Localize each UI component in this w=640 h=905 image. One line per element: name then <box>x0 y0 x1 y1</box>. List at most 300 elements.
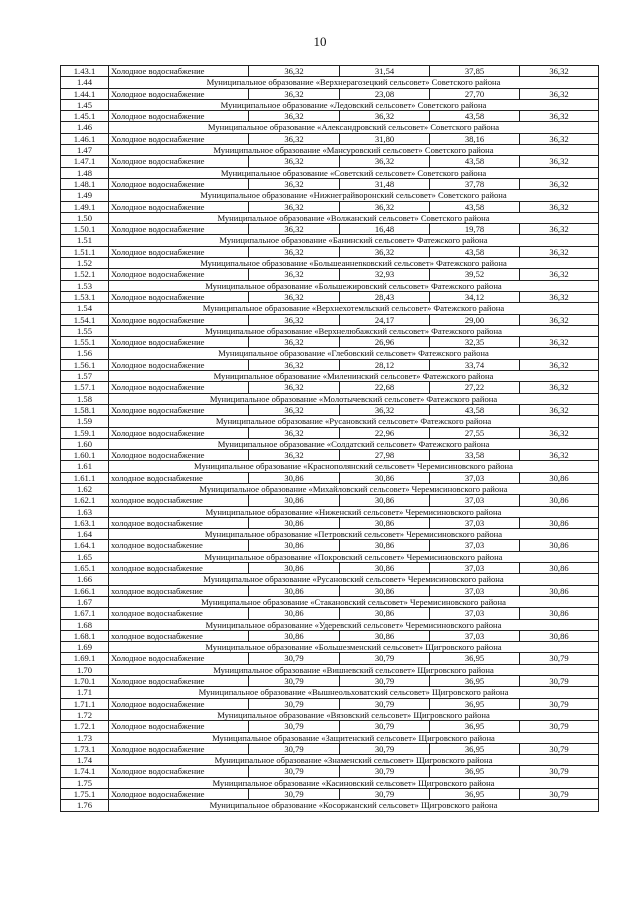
tariff-value-4: 36,32 <box>520 450 599 461</box>
municipality-header-row <box>61 416 599 427</box>
service-name: Холодное водоснабжение <box>109 337 249 348</box>
tariff-value-2: 30,86 <box>340 540 430 551</box>
tariff-row <box>61 721 599 732</box>
municipality-title: Муниципальное образование «Банинский сельсовет» Фатежского района <box>109 235 599 246</box>
service-name: Холодное водоснабжение <box>109 156 249 167</box>
municipality-title: Муниципальное образование «Краснополянский сельсовет» Черемисиновского района <box>109 461 599 472</box>
tariff-row <box>61 269 599 280</box>
tariff-value-1: 36,32 <box>249 111 340 122</box>
tariff-value-1: 36,32 <box>249 314 340 325</box>
tariff-row <box>61 427 599 438</box>
row-number: 1.54 <box>61 303 109 314</box>
tariff-value-4: 36,32 <box>520 427 599 438</box>
tariff-value-2: 28,43 <box>340 291 430 302</box>
tariff-value-2: 32,93 <box>340 269 430 280</box>
row-number: 1.51 <box>61 235 109 246</box>
municipality-header-row <box>61 664 599 675</box>
row-number: 1.76 <box>61 800 109 811</box>
tariff-row <box>61 291 599 302</box>
row-number: 1.69.1 <box>61 653 109 664</box>
row-number: 1.58 <box>61 393 109 404</box>
tariff-value-1: 30,79 <box>249 676 340 687</box>
tariff-value-4: 36,32 <box>520 224 599 235</box>
tariff-table-body <box>61 66 599 812</box>
tariff-value-1: 36,32 <box>249 382 340 393</box>
tariff-value-1: 30,79 <box>249 721 340 732</box>
tariff-value-4: 36,32 <box>520 111 599 122</box>
municipality-header-row <box>61 77 599 88</box>
municipality-title: Муниципальное образование «Молотычевский сельсовет» Фатежского района <box>109 393 599 404</box>
tariff-value-3: 36,95 <box>430 743 520 754</box>
tariff-value-3: 37,03 <box>430 517 520 528</box>
municipality-title: Муниципальное образование «Советский сельсовет» Советского района <box>109 167 599 178</box>
row-number: 1.71 <box>61 687 109 698</box>
row-number: 1.74.1 <box>61 766 109 777</box>
tariff-value-2: 30,79 <box>340 789 430 800</box>
tariff-value-4: 30,86 <box>520 540 599 551</box>
service-name: холодное водоснабжение <box>109 608 249 619</box>
tariff-value-4: 30,79 <box>520 698 599 709</box>
row-number: 1.57 <box>61 371 109 382</box>
tariff-value-1: 36,32 <box>249 359 340 370</box>
tariff-value-4: 36,32 <box>520 178 599 189</box>
row-number: 1.49.1 <box>61 201 109 212</box>
tariff-value-1: 30,79 <box>249 653 340 664</box>
row-number: 1.67.1 <box>61 608 109 619</box>
service-name: Холодное водоснабжение <box>109 382 249 393</box>
municipality-header-row <box>61 777 599 788</box>
municipality-header-row <box>61 325 599 336</box>
row-number: 1.67 <box>61 596 109 607</box>
row-number: 1.57.1 <box>61 382 109 393</box>
municipality-title: Муниципальное образование «Михайловский сельсовет» Черемисиновского района <box>109 483 599 494</box>
row-number: 1.45.1 <box>61 111 109 122</box>
tariff-row <box>61 66 599 77</box>
tariff-value-3: 27,22 <box>430 382 520 393</box>
tariff-row <box>61 133 599 144</box>
municipality-header-row <box>61 619 599 630</box>
tariff-value-3: 32,35 <box>430 337 520 348</box>
tariff-value-2: 30,86 <box>340 585 430 596</box>
row-number: 1.60.1 <box>61 450 109 461</box>
tariff-value-3: 29,00 <box>430 314 520 325</box>
tariff-value-2: 31,48 <box>340 178 430 189</box>
row-number: 1.69 <box>61 642 109 653</box>
tariff-value-4: 36,32 <box>520 337 599 348</box>
service-name: холодное водоснабжение <box>109 540 249 551</box>
row-number: 1.56.1 <box>61 359 109 370</box>
tariff-row <box>61 563 599 574</box>
tariff-row <box>61 337 599 348</box>
municipality-header-row <box>61 529 599 540</box>
row-number: 1.44 <box>61 77 109 88</box>
row-number: 1.58.1 <box>61 404 109 415</box>
municipality-header-row <box>61 506 599 517</box>
municipality-header-row <box>61 438 599 449</box>
tariff-value-2: 30,86 <box>340 630 430 641</box>
tariff-row <box>61 201 599 212</box>
service-name: Холодное водоснабжение <box>109 743 249 754</box>
tariff-value-2: 36,32 <box>340 111 430 122</box>
tariff-value-1: 36,32 <box>249 246 340 257</box>
tariff-value-2: 31,80 <box>340 133 430 144</box>
tariff-value-2: 23,08 <box>340 88 430 99</box>
tariff-value-1: 30,79 <box>249 789 340 800</box>
tariff-value-3: 33,58 <box>430 450 520 461</box>
municipality-title: Муниципальное образование «Мансуровский сельсовет» Советского района <box>109 145 599 156</box>
tariff-value-3: 37,03 <box>430 585 520 596</box>
tariff-value-4: 30,86 <box>520 472 599 483</box>
tariff-value-3: 36,95 <box>430 653 520 664</box>
row-number: 1.52 <box>61 258 109 269</box>
service-name: Холодное водоснабжение <box>109 291 249 302</box>
tariff-value-4: 36,32 <box>520 291 599 302</box>
tariff-row <box>61 585 599 596</box>
service-name: Холодное водоснабжение <box>109 178 249 189</box>
row-number: 1.54.1 <box>61 314 109 325</box>
service-name: Холодное водоснабжение <box>109 789 249 800</box>
tariff-value-3: 39,52 <box>430 269 520 280</box>
municipality-header-row <box>61 303 599 314</box>
municipality-header-row <box>61 687 599 698</box>
tariff-value-4: 30,86 <box>520 517 599 528</box>
tariff-value-3: 37,03 <box>430 472 520 483</box>
municipality-title: Муниципальное образование «Александровский сельсовет» Советского района <box>109 122 599 133</box>
tariff-value-3: 36,95 <box>430 698 520 709</box>
tariff-value-2: 31,54 <box>340 66 430 77</box>
municipality-title: Муниципальное образование «Ниженский сельсовет» Черемисиновского района <box>109 506 599 517</box>
municipality-title: Муниципальное образование «Большежировский сельсовет» Фатежского района <box>109 280 599 291</box>
tariff-value-1: 30,86 <box>249 517 340 528</box>
tariff-row <box>61 472 599 483</box>
municipality-title: Муниципальное образование «Знаменский сельсовет» Щигровского района <box>109 755 599 766</box>
tariff-value-2: 30,79 <box>340 653 430 664</box>
service-name: Холодное водоснабжение <box>109 269 249 280</box>
tariff-row <box>61 224 599 235</box>
service-name: Холодное водоснабжение <box>109 359 249 370</box>
municipality-title: Муниципальное образование «Стакановский сельсовет» Черемисиновского района <box>109 596 599 607</box>
tariff-row <box>61 359 599 370</box>
tariff-value-1: 30,86 <box>249 608 340 619</box>
service-name: Холодное водоснабжение <box>109 66 249 77</box>
row-number: 1.50 <box>61 212 109 223</box>
tariff-value-3: 38,16 <box>430 133 520 144</box>
tariff-value-2: 36,32 <box>340 156 430 167</box>
service-name: холодное водоснабжение <box>109 472 249 483</box>
tariff-value-3: 37,03 <box>430 608 520 619</box>
row-number: 1.65.1 <box>61 563 109 574</box>
row-number: 1.61 <box>61 461 109 472</box>
tariff-row <box>61 743 599 754</box>
tariff-value-3: 37,03 <box>430 630 520 641</box>
tariff-value-2: 30,79 <box>340 721 430 732</box>
row-number: 1.47 <box>61 145 109 156</box>
municipality-header-row <box>61 99 599 110</box>
row-number: 1.44.1 <box>61 88 109 99</box>
municipality-title: Муниципальное образование «Удеревский сельсовет» Черемисиновского района <box>109 619 599 630</box>
tariff-value-4: 30,79 <box>520 653 599 664</box>
municipality-title: Муниципальное образование «Верхнехотемльский сельсовет» Фатежского района <box>109 303 599 314</box>
municipality-header-row <box>61 258 599 269</box>
tariff-value-4: 36,32 <box>520 314 599 325</box>
row-number: 1.60 <box>61 438 109 449</box>
tariff-value-4: 30,79 <box>520 789 599 800</box>
row-number: 1.46 <box>61 122 109 133</box>
municipality-header-row <box>61 709 599 720</box>
municipality-header-row <box>61 642 599 653</box>
tariff-value-4: 36,32 <box>520 201 599 212</box>
municipality-title: Муниципальное образование «Верхнерагозецкий сельсовет» Советского района <box>109 77 599 88</box>
tariff-value-4: 36,32 <box>520 246 599 257</box>
row-number: 1.62.1 <box>61 495 109 506</box>
tariff-value-4: 36,32 <box>520 156 599 167</box>
row-number: 1.72 <box>61 709 109 720</box>
tariff-row <box>61 517 599 528</box>
municipality-title: Муниципальное образование «Солдатский сельсовет» Фатежского района <box>109 438 599 449</box>
tariff-value-3: 27,55 <box>430 427 520 438</box>
tariff-row <box>61 630 599 641</box>
tariff-value-4: 36,32 <box>520 66 599 77</box>
tariff-value-3: 43,58 <box>430 246 520 257</box>
row-number: 1.46.1 <box>61 133 109 144</box>
municipality-title: Муниципальное образование «Касиновский сельсовет» Щигровского района <box>109 777 599 788</box>
tariff-row <box>61 314 599 325</box>
row-number: 1.74 <box>61 755 109 766</box>
tariff-value-4: 36,32 <box>520 404 599 415</box>
tariff-row <box>61 450 599 461</box>
service-name: Холодное водоснабжение <box>109 721 249 732</box>
municipality-title: Муниципальное образование «Большезменский сельсовет» Щигровского района <box>109 642 599 653</box>
municipality-title: Муниципальное образование «Вышнеольховатский сельсовет» Щигровского района <box>109 687 599 698</box>
tariff-value-1: 36,32 <box>249 66 340 77</box>
row-number: 1.45 <box>61 99 109 110</box>
tariff-value-3: 37,03 <box>430 563 520 574</box>
tariff-value-3: 43,58 <box>430 111 520 122</box>
tariff-value-2: 22,68 <box>340 382 430 393</box>
tariff-value-1: 30,86 <box>249 472 340 483</box>
tariff-value-2: 36,32 <box>340 201 430 212</box>
municipality-title: Муниципальное образование «Миленинский сельсовет» Фатежского района <box>109 371 599 382</box>
tariff-value-2: 36,32 <box>340 404 430 415</box>
service-name: холодное водоснабжение <box>109 517 249 528</box>
municipality-title: Муниципальное образование «Глебовский сельсовет» Фатежского района <box>109 348 599 359</box>
tariff-value-1: 36,32 <box>249 178 340 189</box>
row-number: 1.66 <box>61 574 109 585</box>
municipality-header-row <box>61 280 599 291</box>
tariff-value-2: 30,79 <box>340 766 430 777</box>
municipality-header-row <box>61 461 599 472</box>
municipality-header-row <box>61 235 599 246</box>
tariff-row <box>61 88 599 99</box>
tariff-value-4: 30,86 <box>520 585 599 596</box>
row-number: 1.64 <box>61 529 109 540</box>
tariff-value-4: 30,86 <box>520 495 599 506</box>
tariff-value-1: 30,79 <box>249 698 340 709</box>
service-name: Холодное водоснабжение <box>109 88 249 99</box>
row-number: 1.75 <box>61 777 109 788</box>
tariff-value-4: 30,79 <box>520 743 599 754</box>
municipality-header-row <box>61 145 599 156</box>
tariff-value-1: 30,86 <box>249 585 340 596</box>
service-name: Холодное водоснабжение <box>109 653 249 664</box>
service-name: Холодное водоснабжение <box>109 766 249 777</box>
row-number: 1.53.1 <box>61 291 109 302</box>
service-name: холодное водоснабжение <box>109 630 249 641</box>
tariff-value-1: 30,86 <box>249 630 340 641</box>
row-number: 1.52.1 <box>61 269 109 280</box>
row-number: 1.75.1 <box>61 789 109 800</box>
row-number: 1.68 <box>61 619 109 630</box>
tariff-value-3: 34,12 <box>430 291 520 302</box>
tariff-value-1: 36,32 <box>249 156 340 167</box>
tariff-table <box>60 65 599 812</box>
row-number: 1.47.1 <box>61 156 109 167</box>
row-number: 1.63 <box>61 506 109 517</box>
row-number: 1.59 <box>61 416 109 427</box>
municipality-header-row <box>61 348 599 359</box>
tariff-value-1: 36,32 <box>249 201 340 212</box>
municipality-title: Муниципальное образование «Защитенский сельсовет» Щигровского района <box>109 732 599 743</box>
tariff-row <box>61 404 599 415</box>
tariff-value-4: 30,79 <box>520 676 599 687</box>
municipality-header-row <box>61 393 599 404</box>
tariff-row <box>61 111 599 122</box>
row-number: 1.65 <box>61 551 109 562</box>
row-number: 1.71.1 <box>61 698 109 709</box>
tariff-value-2: 30,86 <box>340 495 430 506</box>
tariff-value-2: 28,12 <box>340 359 430 370</box>
tariff-value-1: 36,32 <box>249 269 340 280</box>
tariff-row <box>61 540 599 551</box>
municipality-title: Муниципальное образование «Русановский сельсовет» Черемисиновского района <box>109 574 599 585</box>
service-name: Холодное водоснабжение <box>109 450 249 461</box>
row-number: 1.48 <box>61 167 109 178</box>
service-name: Холодное водоснабжение <box>109 201 249 212</box>
row-number: 1.63.1 <box>61 517 109 528</box>
tariff-value-2: 27,98 <box>340 450 430 461</box>
page-number: 10 <box>313 34 327 49</box>
municipality-title: Муниципальное образование «Покровский сельсовет» Черемисиновского района <box>109 551 599 562</box>
municipality-header-row <box>61 167 599 178</box>
tariff-row <box>61 608 599 619</box>
tariff-row <box>61 789 599 800</box>
municipality-header-row <box>61 574 599 585</box>
tariff-value-4: 30,86 <box>520 563 599 574</box>
tariff-value-1: 30,86 <box>249 563 340 574</box>
tariff-value-1: 36,32 <box>249 224 340 235</box>
tariff-value-1: 36,32 <box>249 427 340 438</box>
tariff-value-2: 30,79 <box>340 676 430 687</box>
tariff-value-3: 37,85 <box>430 66 520 77</box>
service-name: Холодное водоснабжение <box>109 246 249 257</box>
tariff-value-4: 30,86 <box>520 608 599 619</box>
row-number: 1.64.1 <box>61 540 109 551</box>
tariff-value-3: 37,78 <box>430 178 520 189</box>
tariff-value-2: 24,17 <box>340 314 430 325</box>
tariff-value-1: 36,32 <box>249 133 340 144</box>
municipality-header-row <box>61 551 599 562</box>
row-number: 1.70.1 <box>61 676 109 687</box>
tariff-value-4: 36,32 <box>520 269 599 280</box>
municipality-title: Муниципальное образование «Вязовский сельсовет» Щигровского района <box>109 709 599 720</box>
tariff-value-1: 36,32 <box>249 337 340 348</box>
row-number: 1.70 <box>61 664 109 675</box>
tariff-value-4: 30,79 <box>520 721 599 732</box>
tariff-value-4: 36,32 <box>520 133 599 144</box>
row-number: 1.56 <box>61 348 109 359</box>
service-name: Холодное водоснабжение <box>109 698 249 709</box>
tariff-row <box>61 178 599 189</box>
tariff-value-2: 22,96 <box>340 427 430 438</box>
tariff-value-1: 30,79 <box>249 743 340 754</box>
service-name: Холодное водоснабжение <box>109 676 249 687</box>
row-number: 1.49 <box>61 190 109 201</box>
tariff-row <box>61 156 599 167</box>
tariff-value-3: 27,70 <box>430 88 520 99</box>
tariff-value-2: 36,32 <box>340 246 430 257</box>
municipality-title: Муниципальное образование «Волжанский сельсовет» Советского района <box>109 212 599 223</box>
row-number: 1.55.1 <box>61 337 109 348</box>
municipality-header-row <box>61 190 599 201</box>
tariff-value-4: 30,79 <box>520 766 599 777</box>
tariff-value-2: 30,86 <box>340 472 430 483</box>
tariff-value-1: 30,86 <box>249 495 340 506</box>
tariff-value-3: 36,95 <box>430 721 520 732</box>
tariff-row <box>61 495 599 506</box>
tariff-value-2: 26,96 <box>340 337 430 348</box>
municipality-title: Муниципальное образование «Русановский сельсовет» Фатежского района <box>109 416 599 427</box>
row-number: 1.72.1 <box>61 721 109 732</box>
row-number: 1.62 <box>61 483 109 494</box>
municipality-header-row <box>61 800 599 811</box>
row-number: 1.50.1 <box>61 224 109 235</box>
municipality-header-row <box>61 596 599 607</box>
row-number: 1.68.1 <box>61 630 109 641</box>
tariff-value-3: 19,78 <box>430 224 520 235</box>
municipality-header-row <box>61 483 599 494</box>
service-name: Холодное водоснабжение <box>109 314 249 325</box>
tariff-row <box>61 698 599 709</box>
tariff-value-4: 36,32 <box>520 88 599 99</box>
municipality-title: Муниципальное образование «Верхнелюбажский сельсовет» Фатежского района <box>109 325 599 336</box>
municipality-title: Муниципальное образование «Нижнеграйворонский сельсовет» Советского района <box>109 190 599 201</box>
row-number: 1.73 <box>61 732 109 743</box>
tariff-value-2: 30,79 <box>340 698 430 709</box>
tariff-value-3: 43,58 <box>430 404 520 415</box>
tariff-value-4: 36,32 <box>520 359 599 370</box>
tariff-value-3: 43,58 <box>430 201 520 212</box>
tariff-value-4: 30,86 <box>520 630 599 641</box>
tariff-row <box>61 766 599 777</box>
tariff-value-1: 36,32 <box>249 88 340 99</box>
service-name: холодное водоснабжение <box>109 563 249 574</box>
row-number: 1.73.1 <box>61 743 109 754</box>
tariff-row <box>61 382 599 393</box>
service-name: Холодное водоснабжение <box>109 404 249 415</box>
tariff-value-3: 36,95 <box>430 766 520 777</box>
municipality-header-row <box>61 122 599 133</box>
service-name: Холодное водоснабжение <box>109 224 249 235</box>
tariff-value-2: 30,79 <box>340 743 430 754</box>
tariff-row <box>61 676 599 687</box>
municipality-header-row <box>61 755 599 766</box>
tariff-value-3: 33,74 <box>430 359 520 370</box>
tariff-row <box>61 246 599 257</box>
municipality-title: Муниципальное образование «Петровский сельсовет» Черемисиновского района <box>109 529 599 540</box>
tariff-value-1: 30,86 <box>249 540 340 551</box>
municipality-header-row <box>61 212 599 223</box>
tariff-value-3: 43,58 <box>430 156 520 167</box>
